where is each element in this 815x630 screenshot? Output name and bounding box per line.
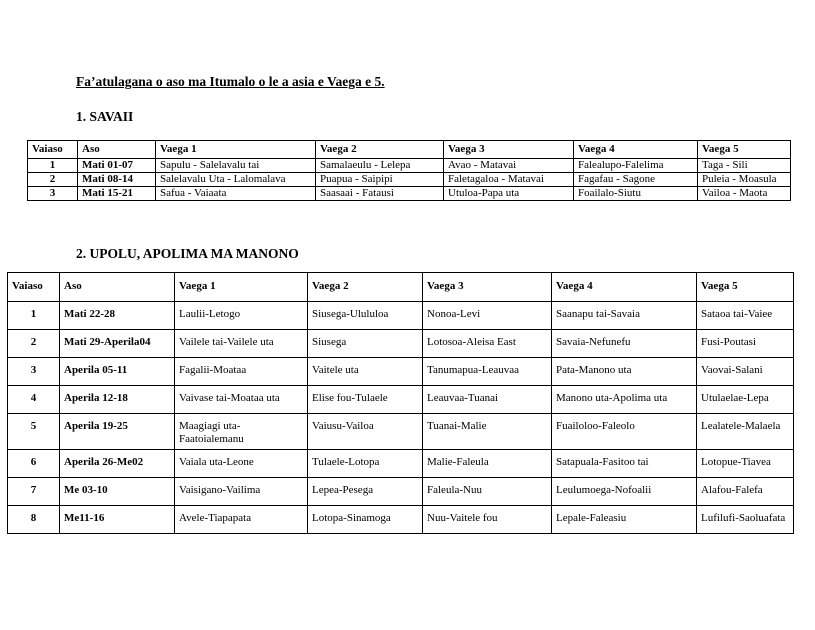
group-area: Samalaeulu - Lelepa [316, 159, 444, 173]
schedule-table-upolu [7, 272, 794, 534]
group-area: Vaovai-Salani [697, 358, 794, 386]
week-number: 2 [8, 330, 60, 358]
group-area: Fuailoloo-Faleolo [552, 414, 697, 450]
column-header: Vaega 3 [423, 273, 552, 302]
group-area: Faletagaloa - Matavai [444, 173, 574, 187]
group-area: Vaivase tai-Moataa uta [175, 386, 308, 414]
week-number: 2 [28, 173, 78, 187]
group-area: Siusega-Ulululoa [308, 302, 423, 330]
table-header-row [28, 141, 791, 159]
table-row [8, 330, 794, 358]
group-area: Vaiusu-Vailoa [308, 414, 423, 450]
group-area: Avele-Tiapapata [175, 506, 308, 534]
group-area: Safua - Vaiaata [156, 187, 316, 201]
date-range: Me11-16 [60, 506, 175, 534]
column-header: Vaiaso [28, 141, 78, 159]
date-range: Mati 08-14 [78, 173, 156, 187]
group-area: Alafou-Falefa [697, 478, 794, 506]
group-area: Tulaele-Lotopa [308, 450, 423, 478]
table-row [28, 159, 791, 173]
group-area: Savaia-Nefunefu [552, 330, 697, 358]
group-area: Maagiagi uta-Faatoialemanu [175, 414, 308, 450]
column-header: Vaega 2 [308, 273, 423, 302]
group-area: Taga - Sili [698, 159, 791, 173]
date-range: Aperila 19-25 [60, 414, 175, 450]
week-number: 5 [8, 414, 60, 450]
schedule-table-savaii [27, 140, 791, 201]
table-row [8, 450, 794, 478]
group-area: Nonoa-Levi [423, 302, 552, 330]
group-area: Vaisigano-Vailima [175, 478, 308, 506]
group-area: Malie-Faleula [423, 450, 552, 478]
table-row [8, 478, 794, 506]
column-header: Vaega 1 [156, 141, 316, 159]
date-range: Mati 01-07 [78, 159, 156, 173]
column-header: Vaega 3 [444, 141, 574, 159]
week-number: 3 [8, 358, 60, 386]
table-header-row [8, 273, 794, 302]
week-number: 4 [8, 386, 60, 414]
group-area: Utuloa-Papa uta [444, 187, 574, 201]
table-row [8, 506, 794, 534]
group-area: Lotosoa-Aleisa East [423, 330, 552, 358]
group-area: Fusi-Poutasi [697, 330, 794, 358]
week-number: 3 [28, 187, 78, 201]
group-area: Tuanai-Malie [423, 414, 552, 450]
table-row [28, 187, 791, 201]
group-area: Tanumapua-Leauvaa [423, 358, 552, 386]
group-area: Lufilufi-Saoluafata [697, 506, 794, 534]
group-area: Fagafau - Sagone [574, 173, 698, 187]
column-header: Aso [60, 273, 175, 302]
group-area: Lotopa-Sinamoga [308, 506, 423, 534]
group-area: Vaitele uta [308, 358, 423, 386]
group-area: Sapulu - Salelavalu tai [156, 159, 316, 173]
date-range: Aperila 26-Me02 [60, 450, 175, 478]
date-range: Me 03-10 [60, 478, 175, 506]
group-area: Laulii-Letogo [175, 302, 308, 330]
column-header: Vaega 5 [697, 273, 794, 302]
group-area: Lepea-Pesega [308, 478, 423, 506]
table-row [8, 302, 794, 330]
table-row [8, 414, 794, 450]
group-area: Vaiala uta-Leone [175, 450, 308, 478]
week-number: 7 [8, 478, 60, 506]
group-area: Puleia - Moasula [698, 173, 791, 187]
group-area: Satapuala-Fasitoo tai [552, 450, 697, 478]
group-area: Lotopue-Tiavea [697, 450, 794, 478]
date-range: Mati 15-21 [78, 187, 156, 201]
group-area: Sataoa tai-Vaiee [697, 302, 794, 330]
group-area: Nuu-Vaitele fou [423, 506, 552, 534]
week-number: 1 [28, 159, 78, 173]
table-row [28, 173, 791, 187]
group-area: Leauvaa-Tuanai [423, 386, 552, 414]
group-area: Vailoa - Maota [698, 187, 791, 201]
date-range: Mati 22-28 [60, 302, 175, 330]
group-area: Leulumoega-Nofoalii [552, 478, 697, 506]
column-header: Aso [78, 141, 156, 159]
group-area: Salelavalu Uta - Lalomalava [156, 173, 316, 187]
column-header: Vaega 2 [316, 141, 444, 159]
group-area: Manono uta-Apolima uta [552, 386, 697, 414]
date-range: Aperila 05-11 [60, 358, 175, 386]
group-area: Avao - Matavai [444, 159, 574, 173]
group-area: Faleula-Nuu [423, 478, 552, 506]
week-number: 1 [8, 302, 60, 330]
column-header: Vaega 1 [175, 273, 308, 302]
week-number: 8 [8, 506, 60, 534]
group-area: Utulaelae-Lepa [697, 386, 794, 414]
column-header: Vaega 5 [698, 141, 791, 159]
week-number: 6 [8, 450, 60, 478]
group-area: Pata-Manono uta [552, 358, 697, 386]
column-header: Vaega 4 [574, 141, 698, 159]
group-area: Saasaai - Fatausi [316, 187, 444, 201]
column-header: Vaega 4 [552, 273, 697, 302]
group-area: Vailele tai-Vailele uta [175, 330, 308, 358]
table-row [8, 386, 794, 414]
group-area: Fagalii-Moataa [175, 358, 308, 386]
section-heading-upolu: 2. UPOLU, APOLIMA MA MANONO [76, 246, 299, 261]
group-area: Saanapu tai-Savaia [552, 302, 697, 330]
group-area: Siusega [308, 330, 423, 358]
group-area: Elise fou-Tulaele [308, 386, 423, 414]
group-area: Lealatele-Malaela [697, 414, 794, 450]
group-area: Lepale-Faleasiu [552, 506, 697, 534]
table-row [8, 358, 794, 386]
date-range: Mati 29-Aperila04 [60, 330, 175, 358]
group-area: Puapua - Saipipi [316, 173, 444, 187]
group-area: Foailalo-Siutu [574, 187, 698, 201]
section-heading-savaii: 1. SAVAII [76, 109, 134, 124]
date-range: Aperila 12-18 [60, 386, 175, 414]
document-title: Fa’atulagana o aso ma Itumalo o le a asia e Vaega e 5. [76, 74, 385, 89]
column-header: Vaiaso [8, 273, 60, 302]
group-area: Falealupo-Falelima [574, 159, 698, 173]
